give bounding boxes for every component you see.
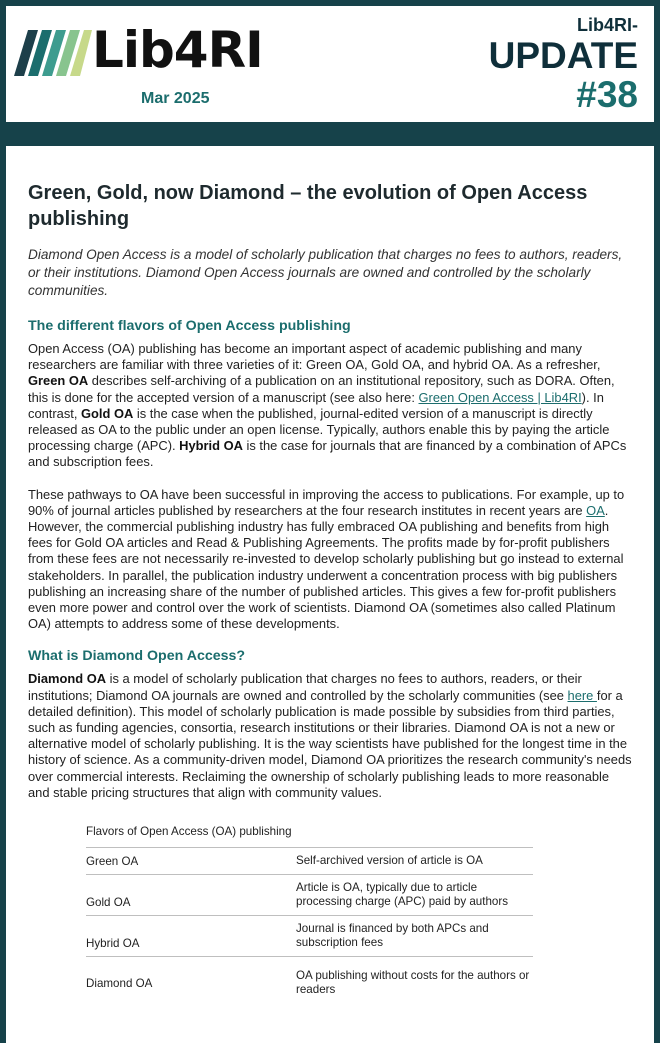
row-name: Hybrid OA [86,937,140,951]
table-caption: Flavors of Open Access (OA) publishing [86,825,292,839]
article-title: Green, Gold, now Diamond – the evolution of Open Access publishing [28,182,588,230]
green-oa-link[interactable]: Green Open Access | Lib4RI [418,389,582,405]
logo-text: Lib4RI [92,21,263,79]
section-heading-flavors: The different flavors of Open Access publishing [28,318,351,334]
article-intro: Diamond Open Access is a model of scholarly publication that charges no fees to authors, readers, or their institutions. Diamond Open Access journals are owned and controlled by the scholarly communities. [28,247,623,298]
issue-date: Mar 2025 [141,90,210,107]
paragraph-diamond: Diamond OA is a model of scholarly publication that charges no fees to authors, readers, or their institutions; Diamond OA journals are owned and controlled by the scholarly communities (see here for a detailed definition). This model of scholarly publication is made possible by subsidies from third parties, such as funding agencies, consortia, research institutions or their libraries. Diamond OA is not a new or alternative model of scholarly publishing. It is the way scientists have published for the longest time in the history of science. As a community-driven model, Diamond OA prioritizes the research community's needs over commercial interests. Reclaiming the ownership of scholarly publishing leads to more reasonable and stable pricing structures that align with community values. [28,671,632,800]
article-body [6,146,654,1043]
oa-statistics-link[interactable]: OA [586,502,605,518]
row-desc: Journal is financed by both APCs and subscription fees [296,922,489,950]
row-desc: OA publishing without costs for the authors or readers [296,969,530,997]
paragraph-flavors: Open Access (OA) publishing has become an important aspect of academic publishing and many researchers are familiar with three varieties of it: Green OA, Gold OA, and hybrid OA. As a refresher, Green OA describes self-archiving of a publication on an institutional repository, such as DORA. Often, this is done for the accepted version of a manuscript (see also here: Green Open Access | Lib4RI). In contrast, Gold OA is the case when the published, journal-edited version of a manuscript is directly released as OA to the public under an open license. Typically, authors enable this by paying the article processing charge (APC). Hybrid OA is the case for journals that are financed by a combination of APCs and subscription fees. [28,341,627,470]
table-row [86,847,533,874]
paragraph-pathways: These pathways to OA have been successful in improving the access to publications. For example, up to 90% of journal articles published by researchers at the four research institutes in recent years are OA. However, the commercial publishing industry has fully embraced OA publishing and benefits from high fees for Gold OA articles and Read & Publishing Agreements. The profits made by for-profit publishers from these fees are not necessarily re-invested to develop scholarly publishing but go instead to external stakeholders. In parallel, the publication industry underwent a concentration process with big publishers publishing an increasing share of the number of published articles. This gives a few for-profit publishers even more power and control over the work of scientists. Diamond OA (sometimes also called Platinum OA) attempts to address some of these developments. [28,486,625,632]
update-title: UPDATE [488,35,638,76]
row-desc: Article is OA, typically due to article processing charge (APC) paid by authors [296,881,509,909]
table-row [86,915,533,956]
row-desc: Self-archived version of article is OA [296,854,483,868]
oa-flavors-table [86,825,533,1003]
row-name: Green OA [86,854,139,868]
table-row [86,874,533,915]
row-name: Diamond OA [86,976,153,990]
row-name: Gold OA [86,896,131,910]
update-prefix: Lib4RI- [577,15,638,35]
diamond-definition-link[interactable]: here [567,687,597,703]
table-row [86,956,533,1003]
issue-badge [489,14,638,114]
issue-number: #38 [576,74,638,115]
newsletter-header [6,6,654,122]
logo-stripes-icon [14,30,94,76]
section-heading-diamond: What is Diamond Open Access? [28,648,246,665]
